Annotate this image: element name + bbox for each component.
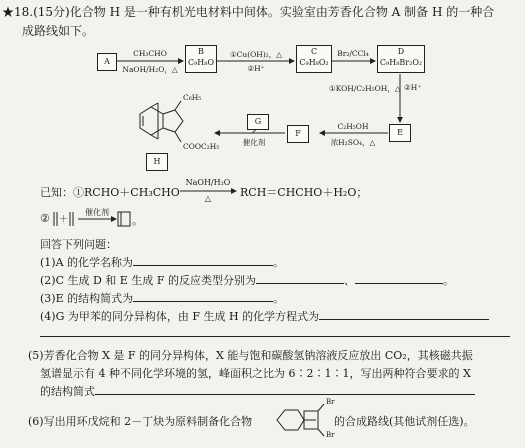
compound-c-box: C C₉H₈O₂ (296, 45, 332, 73)
question-3: (3)E 的结构简式为 。 (40, 292, 285, 305)
compound-h-box: H (146, 153, 168, 171)
question-6-end: 的合成路线(其他试剂任选)。 (334, 415, 475, 428)
cond-bc-below: ②H⁺ (247, 64, 265, 73)
question-4-answer-line (40, 336, 510, 337)
question-5-line3: 的结构简式 (40, 383, 475, 399)
compound-e-box: E (389, 124, 411, 142)
cond-ef-above: C₂H₅OH (337, 122, 369, 131)
question-5-line1: (5)芳香化合物 X 是 F 的同分异构体，X 能与饱和碳酸氢钠溶液反应放出 CO₂，其核磁共振 (28, 349, 473, 362)
h-substituent-ester: COOC₂H₅ (183, 142, 220, 151)
question-5-line2: 氢谱显示有 4 种不同化学环境的氢，峰面积之比为 6∶2∶1∶1，写出两种符合要求的 X (40, 367, 471, 380)
cond-ef-below: 浓H₂SO₄，△ (330, 138, 376, 147)
cond-ab-below: NaOH/H₂O，△ (122, 65, 178, 74)
q6-structure (277, 404, 324, 436)
question-4: (4)G 为甲苯的同分异构体，由 F 生成 H 的化学方程式为 (40, 308, 489, 324)
star-icon: ★ (2, 5, 15, 19)
structure-h (140, 101, 183, 142)
question-1: (1)A 的化学名称为 。 (40, 256, 285, 269)
cond-de-2: ②H⁺ (404, 83, 422, 92)
known-2-cond: 催化剂 (85, 208, 109, 217)
cond-de-1: ①KOH/C₂H₅OH，△ (329, 84, 401, 93)
known-2-plus: ＋ (59, 215, 69, 225)
compound-d-box: D C₉H₈Br₂O₂ (377, 45, 425, 73)
q6-br-top: Br (326, 398, 335, 406)
header-line1: 化合物 H 是一种有机光电材料中间体。实验室由芳香化合物 A 制备 H 的一种合 (69, 5, 495, 19)
known-2-end: 。 (132, 214, 143, 227)
q6-br-bottom: Br (326, 431, 335, 439)
cond-bc-above: ①Cu(OH)₂，△ (229, 50, 283, 59)
compound-b-box: B C₉H₈O (185, 45, 217, 73)
cond-cd-above: Br₂/CCl₄ (337, 49, 369, 58)
header-line2: 成路线如下。 (22, 24, 95, 38)
h-substituent-phenyl: C₆H₅ (183, 93, 202, 102)
cond-fh: 催化剂 (242, 138, 266, 147)
cond-ab-above: CH₃CHO (133, 49, 167, 58)
compound-a-box: A (97, 53, 117, 71)
known-1-product: RCH＝CHCHO＋H₂O； (240, 186, 368, 199)
compound-g-box: G (247, 114, 269, 130)
question-score: (15分) (33, 5, 70, 19)
question-number: 18. (14, 5, 34, 19)
known-1-cond-top: NaOH/H₂O (185, 178, 231, 187)
compound-f-box: F (287, 125, 309, 143)
known-1-cond-bottom: △ (204, 194, 212, 203)
question-6: (6)写出用环戊烷和 2－丁炔为原料制备化合物 (28, 415, 253, 428)
known-prefix: 已知：①RCHO＋CH₃CHO (40, 186, 180, 199)
known-2-number: ② (40, 212, 50, 225)
question-2: (2)C 生成 D 和 E 生成 F 的反应类型分别为 、 。 (40, 274, 454, 287)
questions-intro: 回答下列问题： (40, 238, 117, 251)
